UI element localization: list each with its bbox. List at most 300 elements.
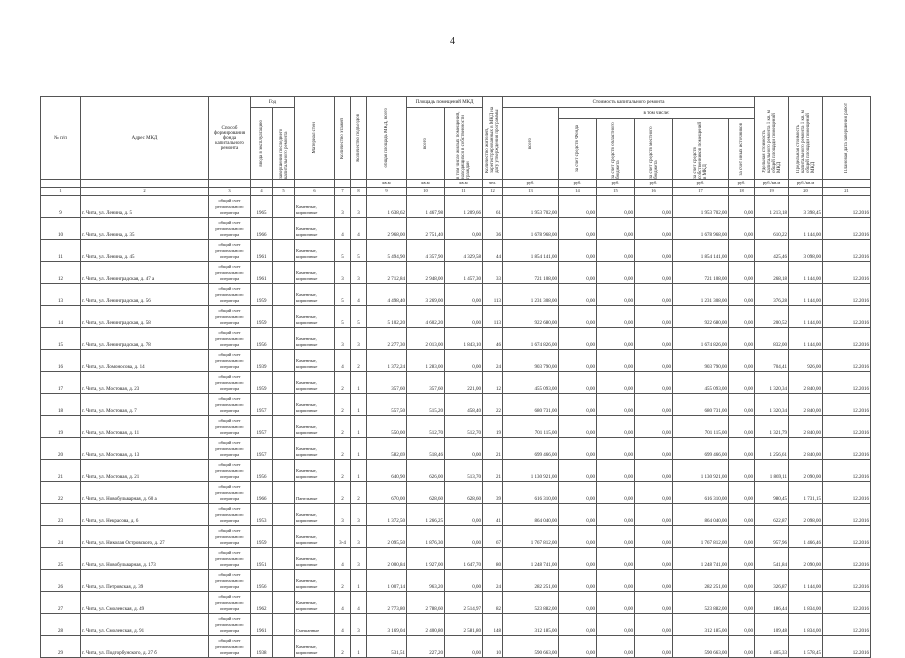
cell-fl: 2 bbox=[335, 460, 351, 482]
cell-res: 21 bbox=[483, 460, 503, 482]
cell-lc: 2 840,00 bbox=[789, 372, 823, 394]
cell-yb: 1939 bbox=[251, 350, 273, 372]
cell-dl: 12.2016 bbox=[823, 460, 871, 482]
cell-addr: г. Чита, ул. Смоленская, д. 49 bbox=[81, 592, 209, 614]
cell-ct: 1 674 826,00 bbox=[503, 328, 559, 350]
cell-n: 15 bbox=[41, 328, 81, 350]
cell-en: 3 bbox=[351, 614, 367, 636]
cell-res: 10 bbox=[483, 636, 503, 658]
cell-cfd: 0,00 bbox=[597, 196, 635, 218]
unit-cell: чел. bbox=[483, 180, 503, 188]
cell-cx: 0,00 bbox=[729, 328, 755, 350]
cell-yb: 1961 bbox=[251, 240, 273, 262]
hdr-cost-owners bbox=[673, 119, 729, 180]
cell-n: 20 bbox=[41, 438, 81, 460]
unit-cell bbox=[351, 180, 367, 188]
cell-fund: общий счет регионального оператора bbox=[209, 526, 251, 548]
cell-mat: Каменные, кирпичные bbox=[295, 504, 335, 526]
cell-res: 33 bbox=[483, 262, 503, 284]
cell-res: 61 bbox=[483, 196, 503, 218]
cell-cx: 0,00 bbox=[729, 262, 755, 284]
unit-cell bbox=[209, 180, 251, 188]
cell-pres: 2 514,97 bbox=[445, 592, 483, 614]
cell-cfd: 0,00 bbox=[597, 460, 635, 482]
cell-mat: Каменные, кирпичные bbox=[295, 570, 335, 592]
cell-fund: общий счет регионального оператора bbox=[209, 416, 251, 438]
cell-yb: 1951 bbox=[251, 548, 273, 570]
column-number-cell: 20 bbox=[789, 188, 823, 196]
cell-uc: 704,41 bbox=[755, 350, 789, 372]
cell-cf: 0,00 bbox=[559, 240, 597, 262]
cell-uc: 1 321,79 bbox=[755, 416, 789, 438]
cell-area: 1 638,62 bbox=[367, 196, 407, 218]
cell-yr bbox=[273, 394, 295, 416]
cell-cl: 0,00 bbox=[635, 570, 673, 592]
cell-prem: 2 013,00 bbox=[407, 328, 445, 350]
cell-co: 1 767 812,00 bbox=[673, 526, 729, 548]
repair-program-table bbox=[40, 96, 871, 658]
cell-pres: 1 843,10 bbox=[445, 328, 483, 350]
cell-yb: 1962 bbox=[251, 592, 273, 614]
column-number-cell: 8 bbox=[351, 188, 367, 196]
column-number-cell: 7 bbox=[335, 188, 351, 196]
cell-area: 2 277,30 bbox=[367, 328, 407, 350]
cell-co: 1 130 921,00 bbox=[673, 460, 729, 482]
cell-co: 1 674 826,00 bbox=[673, 328, 729, 350]
cell-cfd: 0,00 bbox=[597, 394, 635, 416]
cell-area: 2 000,84 bbox=[367, 548, 407, 570]
cell-cx: 0,00 bbox=[729, 438, 755, 460]
cell-uc: 109,48 bbox=[755, 614, 789, 636]
cell-cl: 0,00 bbox=[635, 460, 673, 482]
cell-area: 1 372,24 bbox=[367, 350, 407, 372]
cell-area: 4 498,40 bbox=[367, 284, 407, 306]
cell-addr: г. Чита, ул. Мостовая, д. 23 bbox=[81, 372, 209, 394]
cell-uc: 980,45 bbox=[755, 482, 789, 504]
cell-cl: 0,00 bbox=[635, 350, 673, 372]
cell-yb: 1959 bbox=[251, 284, 273, 306]
cell-fund: общий счет регионального оператора bbox=[209, 394, 251, 416]
cell-addr: г. Чита, ул. Ленинградская, д. 47 а bbox=[81, 262, 209, 284]
hdr-cost-owners-text: за счет средств собственников помещений в МКД bbox=[693, 121, 709, 179]
cell-dl: 12.2016 bbox=[823, 372, 871, 394]
cell-cfd: 0,00 bbox=[597, 548, 635, 570]
cell-area: 2 095,50 bbox=[367, 526, 407, 548]
cell-addr: г. Чита, ул. Николая Островского, д. 27 bbox=[81, 526, 209, 548]
cell-cl: 0,00 bbox=[635, 196, 673, 218]
table-row bbox=[41, 372, 871, 394]
cell-ct: 616 310,00 bbox=[503, 482, 559, 504]
cell-res: 82 bbox=[483, 592, 503, 614]
cell-pres: 0,00 bbox=[445, 636, 483, 658]
unit-cell: руб. bbox=[729, 180, 755, 188]
cell-prem: 2 751,40 bbox=[407, 218, 445, 240]
unit-cell: руб. bbox=[673, 180, 729, 188]
cell-pres: 0,00 bbox=[445, 504, 483, 526]
cell-dl: 12.2016 bbox=[823, 350, 871, 372]
cell-co: 312 185,00 bbox=[673, 614, 729, 636]
cell-cl: 0,00 bbox=[635, 438, 673, 460]
cell-pres: 512,70 bbox=[445, 416, 483, 438]
cell-yr bbox=[273, 240, 295, 262]
cell-area: 640,90 bbox=[367, 460, 407, 482]
cell-co: 903 790,00 bbox=[673, 350, 729, 372]
hdr-cost-local bbox=[635, 119, 673, 180]
cell-fl: 4 bbox=[335, 592, 351, 614]
cell-ct: 1 231 308,00 bbox=[503, 284, 559, 306]
cell-res: 39 bbox=[483, 482, 503, 504]
cell-pres: 1 209,66 bbox=[445, 196, 483, 218]
table-row bbox=[41, 394, 871, 416]
cell-prem: 4 602,20 bbox=[407, 306, 445, 328]
cell-addr: г. Чита, ул. Мостовая, д. 21 bbox=[81, 460, 209, 482]
cell-pres: 0,00 bbox=[445, 350, 483, 372]
cell-fund: общий счет регионального оператора bbox=[209, 350, 251, 372]
cell-yr bbox=[273, 526, 295, 548]
cell-en: 3 bbox=[351, 548, 367, 570]
cell-uc: 1 320,34 bbox=[755, 372, 789, 394]
cell-cfd: 0,00 bbox=[597, 636, 635, 658]
column-number-cell: 1 bbox=[41, 188, 81, 196]
cell-n: 14 bbox=[41, 306, 81, 328]
cell-area: 531,51 bbox=[367, 636, 407, 658]
cell-addr: г. Чита, ул. Ленина, д. 45 bbox=[81, 240, 209, 262]
cell-res: 12 bbox=[483, 372, 503, 394]
cell-addr: г. Чита, ул. Ленинградская, д. 78 bbox=[81, 328, 209, 350]
cell-fund: общий счет регионального оператора bbox=[209, 284, 251, 306]
cell-lc: 1 144,00 bbox=[789, 284, 823, 306]
cell-dl: 12.2016 bbox=[823, 614, 871, 636]
unit-cell: руб. bbox=[559, 180, 597, 188]
cell-addr: г. Чита, ул. Ломоносова, д. 14 bbox=[81, 350, 209, 372]
unit-cell: кв.м bbox=[407, 180, 445, 188]
column-number-cell: 11 bbox=[445, 188, 483, 196]
cell-en: 3 bbox=[351, 328, 367, 350]
cell-dl: 12.2016 bbox=[823, 262, 871, 284]
cell-co: 282 251,00 bbox=[673, 570, 729, 592]
cell-dl: 12.2016 bbox=[823, 394, 871, 416]
cell-co: 680 731,00 bbox=[673, 394, 729, 416]
cell-uc: 268,18 bbox=[755, 262, 789, 284]
hdr-unit-cost bbox=[755, 97, 789, 180]
cell-ct: 1 678 968,00 bbox=[503, 218, 559, 240]
unit-cell bbox=[81, 180, 209, 188]
table-row bbox=[41, 636, 871, 658]
cell-mat: Смешанные bbox=[295, 614, 335, 636]
hdr-entrances-text: Количество подъездов bbox=[356, 114, 362, 162]
cell-dl: 12.2016 bbox=[823, 196, 871, 218]
hdr-floors bbox=[335, 97, 351, 180]
cell-mat: Каменные, кирпичные bbox=[295, 284, 335, 306]
cell-cfd: 0,00 bbox=[597, 284, 635, 306]
cell-cl: 0,00 bbox=[635, 240, 673, 262]
unit-cell bbox=[823, 180, 871, 188]
cell-lc: 1 144,00 bbox=[789, 328, 823, 350]
cell-yr bbox=[273, 482, 295, 504]
cell-yr bbox=[273, 504, 295, 526]
cell-yr bbox=[273, 614, 295, 636]
cell-cl: 0,00 bbox=[635, 394, 673, 416]
cell-lc: 2 098,00 bbox=[789, 504, 823, 526]
cell-cx: 0,00 bbox=[729, 482, 755, 504]
cell-yr bbox=[273, 592, 295, 614]
cell-dl: 12.2016 bbox=[823, 482, 871, 504]
cell-en: 4 bbox=[351, 218, 367, 240]
cell-prem: 1 927,00 bbox=[407, 548, 445, 570]
page-number: 4 bbox=[450, 36, 455, 47]
cell-ct: 455 093,00 bbox=[503, 372, 559, 394]
cell-fund: общий счет регионального оператора bbox=[209, 196, 251, 218]
cell-lc: 3 098,00 bbox=[789, 240, 823, 262]
cell-cl: 0,00 bbox=[635, 218, 673, 240]
cell-yb: 1959 bbox=[251, 526, 273, 548]
cell-cfd: 0,00 bbox=[597, 240, 635, 262]
cell-cf: 0,00 bbox=[559, 262, 597, 284]
cell-cx: 0,00 bbox=[729, 240, 755, 262]
cell-yb: 1966 bbox=[251, 218, 273, 240]
cell-fund: общий счет регионального оператора bbox=[209, 372, 251, 394]
cell-fl: 3 bbox=[335, 196, 351, 218]
cell-yb: 1957 bbox=[251, 438, 273, 460]
cell-cf: 0,00 bbox=[559, 284, 597, 306]
column-number-cell: 21 bbox=[823, 188, 871, 196]
cell-ct: 1 854 141,00 bbox=[503, 240, 559, 262]
table-row bbox=[41, 438, 871, 460]
cell-pres: 0,00 bbox=[445, 570, 483, 592]
column-number-cell: 18 bbox=[729, 188, 755, 196]
cell-cfd: 0,00 bbox=[597, 218, 635, 240]
cell-fund: общий счет регионального оператора bbox=[209, 504, 251, 526]
cell-fl: 4 bbox=[335, 218, 351, 240]
cell-cfd: 0,00 bbox=[597, 482, 635, 504]
hdr-wall-material bbox=[295, 97, 335, 180]
cell-res: 41 bbox=[483, 504, 503, 526]
cell-cl: 0,00 bbox=[635, 592, 673, 614]
cell-co: 699 466,00 bbox=[673, 438, 729, 460]
cell-fund: общий счет регионального оператора bbox=[209, 306, 251, 328]
cell-n: 24 bbox=[41, 526, 81, 548]
cell-n: 12 bbox=[41, 262, 81, 284]
cell-ct: 701 115,00 bbox=[503, 416, 559, 438]
table-row bbox=[41, 504, 871, 526]
cell-cf: 0,00 bbox=[559, 526, 597, 548]
cell-dl: 12.2016 bbox=[823, 284, 871, 306]
cell-ct: 922 680,00 bbox=[503, 306, 559, 328]
unit-cell bbox=[335, 180, 351, 188]
cell-addr: г. Чита, ул. Новобульварная, д. 173 bbox=[81, 548, 209, 570]
cell-cx: 0,00 bbox=[729, 416, 755, 438]
cell-n: 25 bbox=[41, 548, 81, 570]
cell-yr bbox=[273, 570, 295, 592]
cell-co: 1 854 141,00 bbox=[673, 240, 729, 262]
cell-uc: 1 213,18 bbox=[755, 196, 789, 218]
cell-cl: 0,00 bbox=[635, 482, 673, 504]
cell-fl: 2 bbox=[335, 570, 351, 592]
cell-co: 1 678 968,00 bbox=[673, 218, 729, 240]
cell-co: 721 108,00 bbox=[673, 262, 729, 284]
cell-lc: 1 144,00 bbox=[789, 262, 823, 284]
cell-en: 1 bbox=[351, 438, 367, 460]
cell-co: 922 680,00 bbox=[673, 306, 729, 328]
cell-res: 67 bbox=[483, 526, 503, 548]
cell-dl: 12.2016 bbox=[823, 416, 871, 438]
cell-n: 26 bbox=[41, 570, 81, 592]
cell-yb: 1957 bbox=[251, 416, 273, 438]
cell-fl: 4 bbox=[335, 548, 351, 570]
cell-lc: 1 144,00 bbox=[789, 306, 823, 328]
cell-cf: 0,00 bbox=[559, 328, 597, 350]
hdr-cost-total-text: всего bbox=[528, 137, 534, 150]
cell-fund: общий счет регионального оператора bbox=[209, 460, 251, 482]
cell-pres: 1 457,30 bbox=[445, 262, 483, 284]
cell-cf: 0,00 bbox=[559, 394, 597, 416]
cell-dl: 12.2016 bbox=[823, 526, 871, 548]
cell-co: 864 040,00 bbox=[673, 504, 729, 526]
cell-ct: 1 953 702,00 bbox=[503, 196, 559, 218]
cell-addr: г. Чита, ул. Новобульварная, д. 60 а bbox=[81, 482, 209, 504]
cell-pres: 0,00 bbox=[445, 218, 483, 240]
cell-n: 27 bbox=[41, 592, 81, 614]
table-row bbox=[41, 570, 871, 592]
column-number-cell: 6 bbox=[295, 188, 335, 196]
cell-area: 5 494,90 bbox=[367, 240, 407, 262]
column-number-cell: 14 bbox=[559, 188, 597, 196]
cell-cf: 0,00 bbox=[559, 350, 597, 372]
cell-cl: 0,00 bbox=[635, 416, 673, 438]
cell-mat: Каменные, кирпичные bbox=[295, 262, 335, 284]
cell-en: 1 bbox=[351, 636, 367, 658]
cell-yb: 1956 bbox=[251, 460, 273, 482]
cell-mat: Каменные, кирпичные bbox=[295, 350, 335, 372]
cell-cf: 0,00 bbox=[559, 460, 597, 482]
cell-uc: 1 405,33 bbox=[755, 636, 789, 658]
cell-cl: 0,00 bbox=[635, 372, 673, 394]
column-number-cell: 2 bbox=[81, 188, 209, 196]
cell-prem: 3 269,00 bbox=[407, 284, 445, 306]
cell-cx: 0,00 bbox=[729, 218, 755, 240]
hdr-unit-cost-text: Удельная стоимость капитального ремонта 1 кв. м общей площади помещений МКД bbox=[761, 110, 782, 173]
column-numbers-row bbox=[41, 188, 871, 196]
cell-fl: 2 bbox=[335, 438, 351, 460]
cell-lc: 2 090,00 bbox=[789, 460, 823, 482]
cell-en: 4 bbox=[351, 284, 367, 306]
cell-n: 21 bbox=[41, 460, 81, 482]
cell-prem: 518,46 bbox=[407, 438, 445, 460]
cell-yr bbox=[273, 438, 295, 460]
cell-fl: 4 bbox=[335, 350, 351, 372]
cell-cf: 0,00 bbox=[559, 614, 597, 636]
cell-ct: 282 251,00 bbox=[503, 570, 559, 592]
cell-n: 9 bbox=[41, 196, 81, 218]
cell-area: 550,00 bbox=[367, 416, 407, 438]
cell-en: 3 bbox=[351, 196, 367, 218]
cell-n: 17 bbox=[41, 372, 81, 394]
cell-uc: 186,44 bbox=[755, 592, 789, 614]
cell-co: 1 231 308,00 bbox=[673, 284, 729, 306]
cell-cl: 0,00 bbox=[635, 614, 673, 636]
cell-prem: 1 467,98 bbox=[407, 196, 445, 218]
cell-res: 148 bbox=[483, 614, 503, 636]
cell-ct: 699 466,00 bbox=[503, 438, 559, 460]
cell-yr bbox=[273, 350, 295, 372]
cell-uc: 1 869,11 bbox=[755, 460, 789, 482]
cell-prem: 2 788,60 bbox=[407, 592, 445, 614]
table-row bbox=[41, 614, 871, 636]
cell-cf: 0,00 bbox=[559, 636, 597, 658]
cell-lc: 2 840,00 bbox=[789, 416, 823, 438]
cell-prem: 357,60 bbox=[407, 372, 445, 394]
cell-yb: 1956 bbox=[251, 328, 273, 350]
cell-area: 5 102,20 bbox=[367, 306, 407, 328]
cell-lc: 2 840,00 bbox=[789, 394, 823, 416]
cell-ct: 721 108,00 bbox=[503, 262, 559, 284]
cell-cfd: 0,00 bbox=[597, 592, 635, 614]
cell-en: 1 bbox=[351, 394, 367, 416]
hdr-floors-text: Количество этажей bbox=[340, 117, 346, 159]
cell-cx: 0,00 bbox=[729, 196, 755, 218]
cell-fund: общий счет регионального оператора bbox=[209, 240, 251, 262]
cell-pres: 458,40 bbox=[445, 394, 483, 416]
hdr-year-built bbox=[251, 108, 273, 180]
cell-cfd: 0,00 bbox=[597, 570, 635, 592]
cell-dl: 12.2016 bbox=[823, 592, 871, 614]
table-row bbox=[41, 306, 871, 328]
cell-uc: 200,52 bbox=[755, 306, 789, 328]
cell-fund: общий счет регионального оператора bbox=[209, 636, 251, 658]
cell-mat: Каменные, кирпичные bbox=[295, 592, 335, 614]
cell-uc: 326,87 bbox=[755, 570, 789, 592]
table-row bbox=[41, 328, 871, 350]
cell-en: 2 bbox=[351, 350, 367, 372]
hdr-cost-other bbox=[729, 119, 755, 180]
hdr-deadline-text: Плановая дата завершения работ bbox=[844, 102, 850, 173]
cell-addr: г. Чита, ул. Подгорбунского, д. 27 б bbox=[81, 636, 209, 658]
cell-uc: 1 320,34 bbox=[755, 394, 789, 416]
hdr-total-area-text: общая площадь МКД, всего bbox=[384, 108, 390, 168]
cell-mat: Каменные, кирпичные bbox=[295, 438, 335, 460]
table-row bbox=[41, 592, 871, 614]
cell-co: 523 882,00 bbox=[673, 592, 729, 614]
cell-prem: 2 400,80 bbox=[407, 614, 445, 636]
cell-addr: г. Чита, ул. Ленина, д. 35 bbox=[81, 218, 209, 240]
cell-en: 3 bbox=[351, 262, 367, 284]
unit-cell: руб./кв.м bbox=[789, 180, 823, 188]
cell-cf: 0,00 bbox=[559, 416, 597, 438]
hdr-deadline bbox=[823, 97, 871, 180]
column-number-cell: 15 bbox=[597, 188, 635, 196]
cell-res: 80 bbox=[483, 548, 503, 570]
cell-ct: 903 790,00 bbox=[503, 350, 559, 372]
cell-addr: г. Чита, ул. Мостовая, д. 7 bbox=[81, 394, 209, 416]
cell-res: 24 bbox=[483, 350, 503, 372]
cell-cf: 0,00 bbox=[559, 196, 597, 218]
hdr-year-built-text: ввода в эксплуатацию bbox=[259, 120, 264, 167]
cell-uc: 376,28 bbox=[755, 284, 789, 306]
cell-area: 3 169,04 bbox=[367, 614, 407, 636]
cell-lc: 1 834,00 bbox=[789, 614, 823, 636]
cell-ct: 1 767 812,00 bbox=[503, 526, 559, 548]
cell-ct: 864 040,00 bbox=[503, 504, 559, 526]
unit-cell: кв.м bbox=[367, 180, 407, 188]
cell-area: 1 007,14 bbox=[367, 570, 407, 592]
cell-cx: 0,00 bbox=[729, 548, 755, 570]
cell-area: 670,00 bbox=[367, 482, 407, 504]
hdr-residents bbox=[483, 97, 503, 180]
cell-n: 29 bbox=[41, 636, 81, 658]
cell-cx: 0,00 bbox=[729, 284, 755, 306]
hdr-limit-cost-text: Предельная стоимость капитального ремонта 1 кв. м общей площади помещений МКД bbox=[795, 110, 816, 173]
cell-lc: 2 090,00 bbox=[789, 548, 823, 570]
